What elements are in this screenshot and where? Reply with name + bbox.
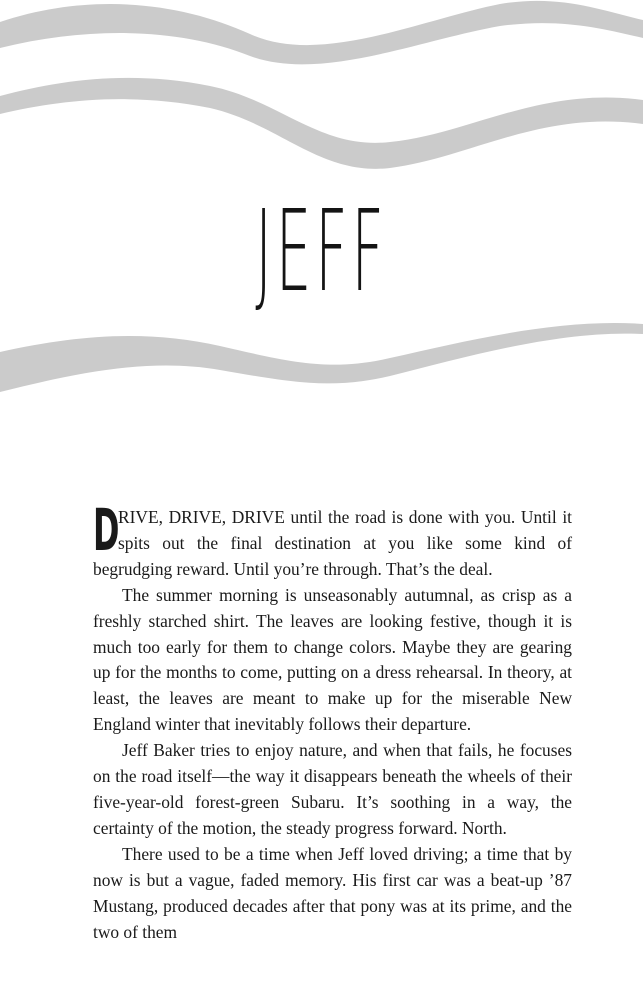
wave-band-middle bbox=[0, 78, 643, 169]
drop-cap: D bbox=[93, 496, 120, 564]
chapter-title: JEFF bbox=[255, 187, 388, 317]
paragraph-4: There used to be a time when Jeff loved driving; a time that by now is but a vague, faded memory. His first car was a beat-up ’87 Mustang, produced decades after that pony was at its prime, and the two of them bbox=[93, 843, 572, 942]
paragraph-3: Jeff Baker tries to enjoy nature, and when that fails, he focuses on the road itself—the way it disappears beneath the wheels of their five-year-old forest-green Subaru. It’s soothing in a way, the certainty of the motion, the steady progress forward. North. bbox=[93, 740, 572, 838]
paragraph-1 bbox=[93, 496, 572, 583]
wave-band-top bbox=[0, 1, 643, 64]
wave-band-bottom bbox=[0, 323, 643, 392]
paragraph-text: RIVE, DRIVE, DRIVE until the road is done with you. Until it spits out the final destination at you like some kind of begrudging reward. Until you’re through. That’s the deal. bbox=[93, 507, 572, 579]
paragraph-2: The summer morning is unseasonably autumnal, as crisp as a freshly starched shirt. The leaves are looking festive, though it is much too early for them to change colors. Maybe they are gearing up for the months to come, putting on a dress rehearsal. In theory, at least, the leaves are meant to make up for the miserable New England winter that inevitably follows their departure. bbox=[93, 584, 572, 735]
body-text bbox=[93, 496, 572, 945]
